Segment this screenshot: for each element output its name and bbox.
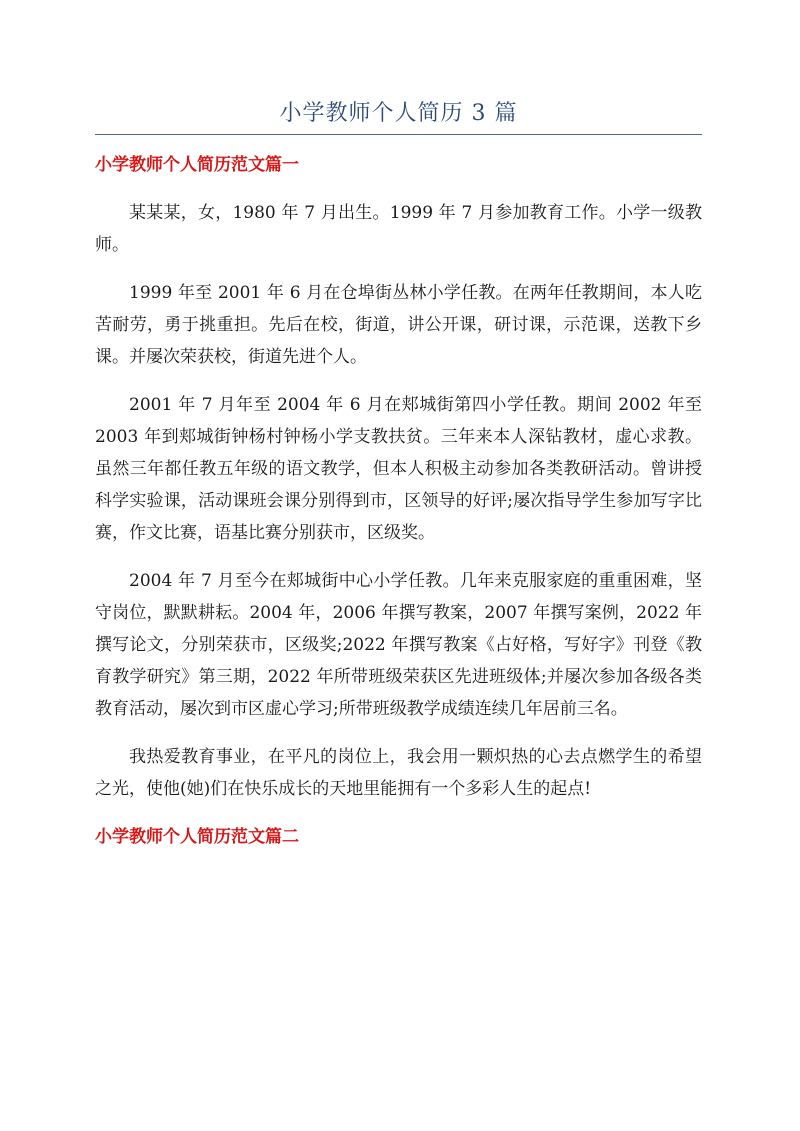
paragraph: 2004 年 7 月至今在郏城街中心小学任教。几年来克服家庭的重重困难，坚守岗位，默默耕耘。2004 年，2006 年撰写教案，2007 年撰写案例，2022 年撰写论文，分别荣获市，区级奖;2022 年撰写教案《占好格，写好字》刊登《教育教学研究》第三期，2022 年所带班级荣获区先进班级体;并屡次参加各级各类教育活动，屡次到市区虚心学习;所带班级教学成绩连续几年居前三名。	[95, 571, 702, 719]
section-heading-2: 小学教师个人简历范文篇二	[95, 827, 299, 847]
paragraph: 2001 年 7 月年至 2004 年 6 月在郏城街第四小学任教。期间 2002 年至 2003 年到郏城街钟杨村钟杨小学支教扶贫。三年来本人深钻教材，虚心求教。虽然三年都任教五年级的语文教学，但本人积极主动参加各类教研活动。曾讲授科学实验课，活动课班会课分别得到市，区领导的好评;屡次指导学生参加写字比赛，作文比赛，语基比赛分别获市，区级奖。	[95, 395, 702, 543]
title-divider	[95, 134, 702, 135]
document-body	[95, 153, 702, 869]
document-title: 小学教师个人简历 3 篇	[279, 101, 518, 126]
paragraph: 我热爱教育事业，在平凡的岗位上，我会用一颗炽热的心去点燃学生的希望之光，使他(她)们在快乐成长的天地里能拥有一个多彩人生的起点!	[95, 747, 702, 799]
paragraph: 某某某，女，1980 年 7 月出生。1999 年 7 月参加教育工作。小学一级教师。	[95, 203, 702, 255]
section-heading-1: 小学教师个人简历范文篇一	[95, 155, 299, 175]
paragraph: 1999 年至 2001 年 6 月在仓埠街丛林小学任教。在两年任教期间，本人吃苦耐劳，勇于挑重担。先后在校，街道，讲公开课，研讨课，示范课，送教下乡课。并屡次荣获校，街道先进个人。	[95, 283, 702, 367]
